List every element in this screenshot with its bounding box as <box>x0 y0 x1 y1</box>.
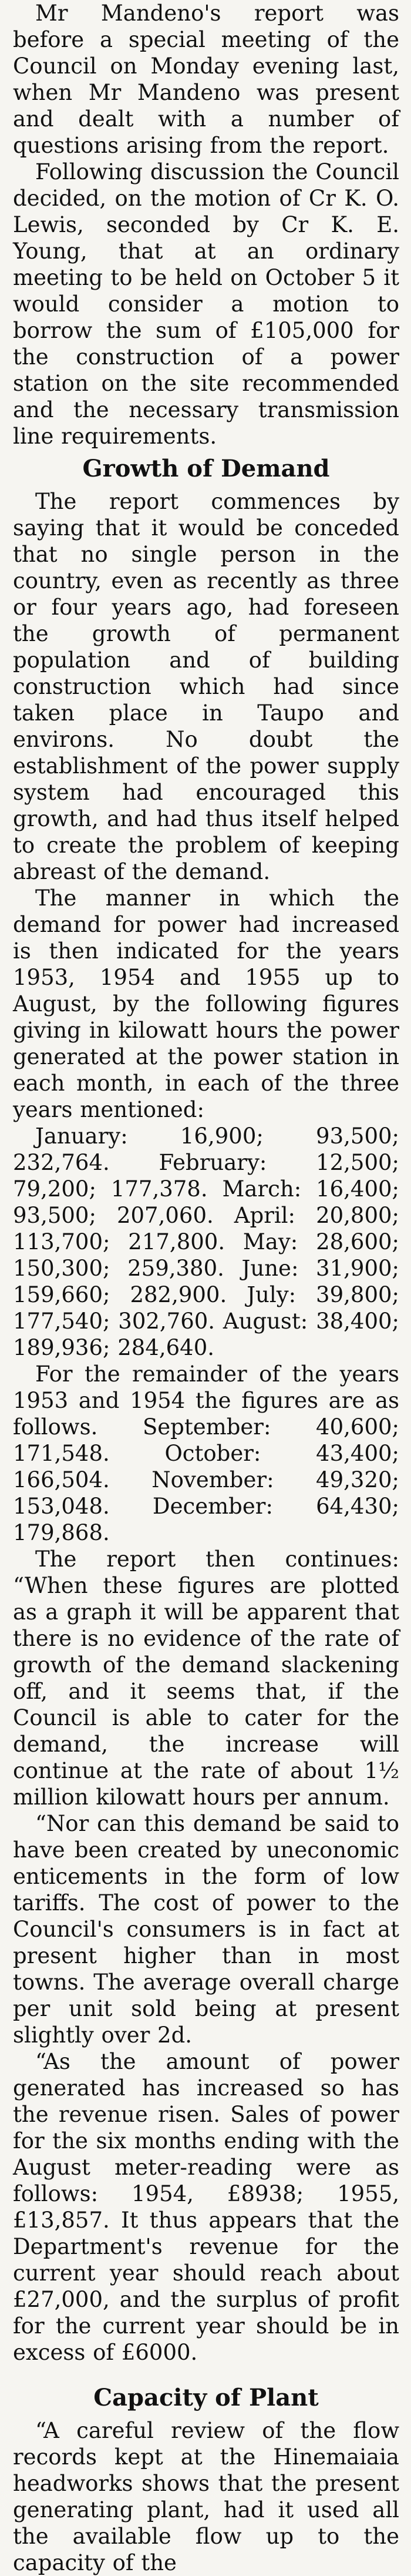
paragraph-report-meeting: Mr Mandeno's report was before a special meeting of the Council on Monday evening last, when Mr Mandeno was present and dealt with a number of questions arising from the report. <box>13 1 399 158</box>
paragraph-tariffs: “Nor can this demand be said to have been created by uneconomic enticements in the form of low tariffs. The cost of power to the Council's consumers is in fact at present higher than in most towns. The average overall charge per unit sold being at present slightly over 2d. <box>13 1811 399 2048</box>
paragraph-revenue: “As the amount of power generated has increased so has the revenue risen. Sales of power for the six months ending with the August meter-reading were as follows: 1954, £8938; 1955, £13,857. It thus appears that the Department's revenue for the current year should reach about £27,000, and the surplus of profit for the current year should be in excess of £6000. <box>13 2049 399 2365</box>
paragraph-monthly-figures: January: 16,900; 93,500; 232,764. February: 12,500; 79,200; 177,378. March: 16,400; 93,500; 207,060. April: 20,800; 113,700; 217,800. May: 28,600; 150,300; 259,380. June: 31,900; 159,660; 282,900. July: 39,800; 177,540; 302,760. August: 38,400; 189,936; 284,640. <box>13 1123 399 1360</box>
paragraph-demand-increase: The manner in which the demand for power had increased is then indicated for the years 1953, 1954 and 1955 up to August, by the following figures giving in kilowatt hours the power generated at the power station in each month, in each of the three years mentioned: <box>13 886 399 1122</box>
paragraph-remainder-figures: For the remainder of the years 1953 and 1954 the figures are as follows. September: 40,600; 171,548. October: 43,400; 166,504. November: 49,320; 153,048. December: 64,430; 179,868. <box>13 1361 399 1545</box>
heading-growth-of-demand: Growth of Demand <box>82 455 330 482</box>
paragraph-council-motion: Following discussion the Council decided, on the motion of Cr K. O. Lewis, seconded by Cr K. E. Young, that at an ordinary meeting to be held on October 5 it would consider a motion to borrow the sum of £105,000 for the construction of a power station on the site recommended and the necessary transmission line requirements. <box>13 159 399 449</box>
heading-capacity-of-plant: Capacity of Plant <box>93 2384 319 2411</box>
paragraph-graph-continues: The report then continues: “When these figures are plotted as a graph it will be apparent that there is no evidence of the rate of growth of the demand slackening off, and it seems that, if the Council is able to cater for the demand, the increase will continue at the rate of about 1½ million kilowatt hours per annum. <box>13 1547 399 1810</box>
article-body <box>13 0 399 2576</box>
paragraph-report-commences: The report commences by saying that it would be conceded that no single person in the country, even as recently as three or four years ago, had foreseen the growth of permanent population and of building construction which had since taken place in Taupo and environs. No doubt the establishment of the power supply system had encouraged this growth, and had thus itself helped to create the problem of keeping abreast of the demand. <box>13 489 399 884</box>
paragraph-flow-records: “A careful review of the flow records kept at the Hinemaiaia headworks shows that the present generating plant, had it used all the available flow up to the capacity of the <box>13 2418 399 2575</box>
